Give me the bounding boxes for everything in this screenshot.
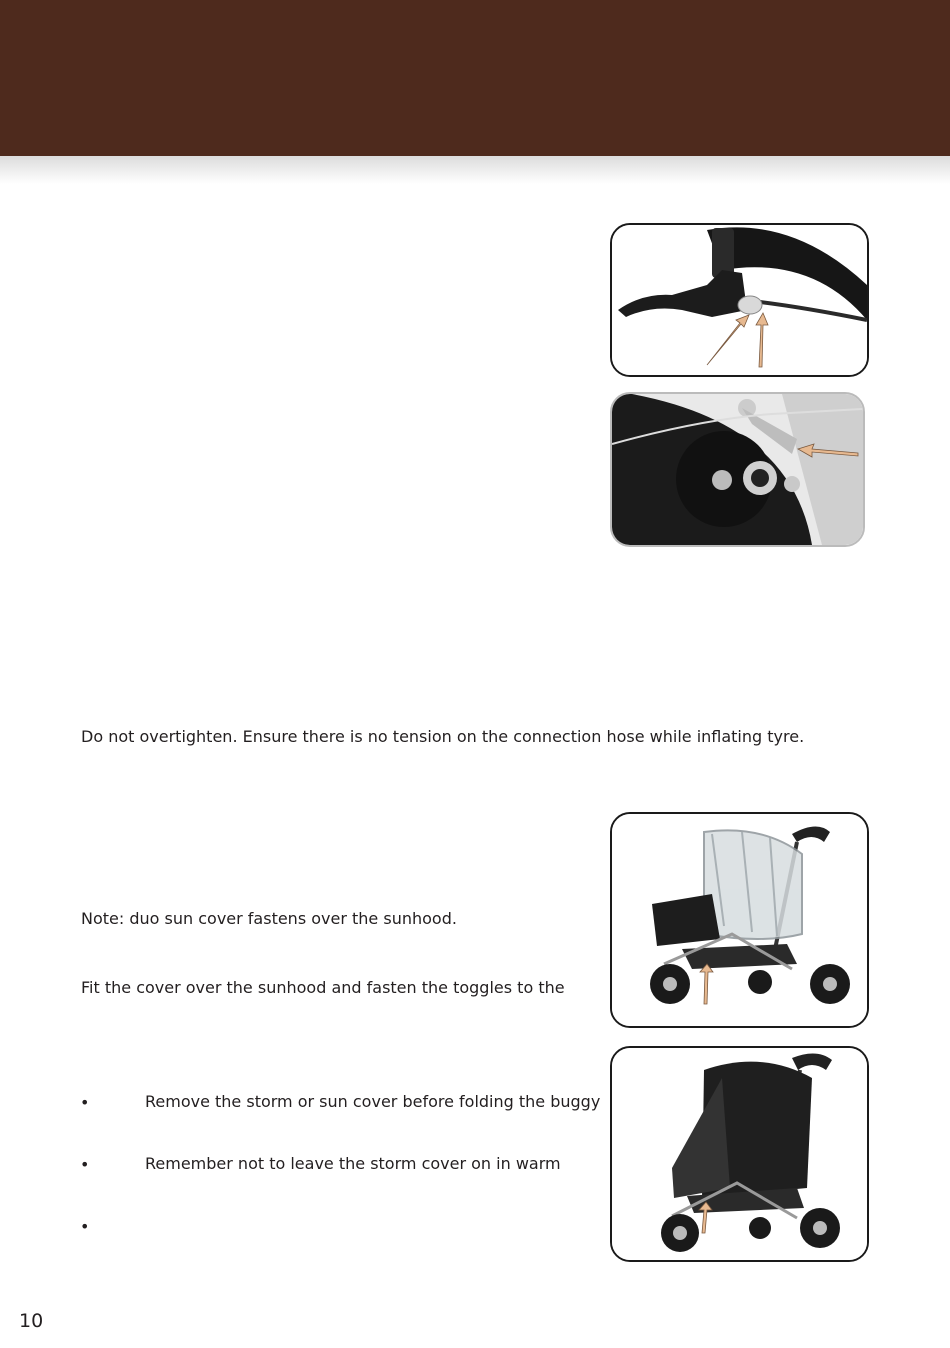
fit-cover-instruction: Fit the cover over the sunhood and fasten the toggles to the [81, 978, 565, 997]
photo-brake-lever [610, 223, 869, 377]
bullet-marker: • [80, 1217, 90, 1236]
photo-storm-cover [610, 812, 869, 1028]
photo-wheel-hub [610, 392, 865, 547]
page-number: 10 [19, 1310, 44, 1332]
note-duo-sun-cover: Note: duo sun cover fastens over the sunhood. [81, 909, 457, 928]
photo-sun-cover [610, 1046, 869, 1262]
bullet-marker: • [80, 1155, 90, 1174]
note-overtighten: Do not overtighten. Ensure there is no tension on the connection hose while inflating tyre. [81, 727, 805, 746]
header-band [0, 0, 950, 156]
header-shadow [0, 156, 950, 184]
bullet-text: Remember not to leave the storm cover on in warm [145, 1154, 561, 1173]
bullet-marker: • [80, 1093, 90, 1112]
bullet-text: Remove the storm or sun cover before folding the buggy [145, 1092, 601, 1111]
